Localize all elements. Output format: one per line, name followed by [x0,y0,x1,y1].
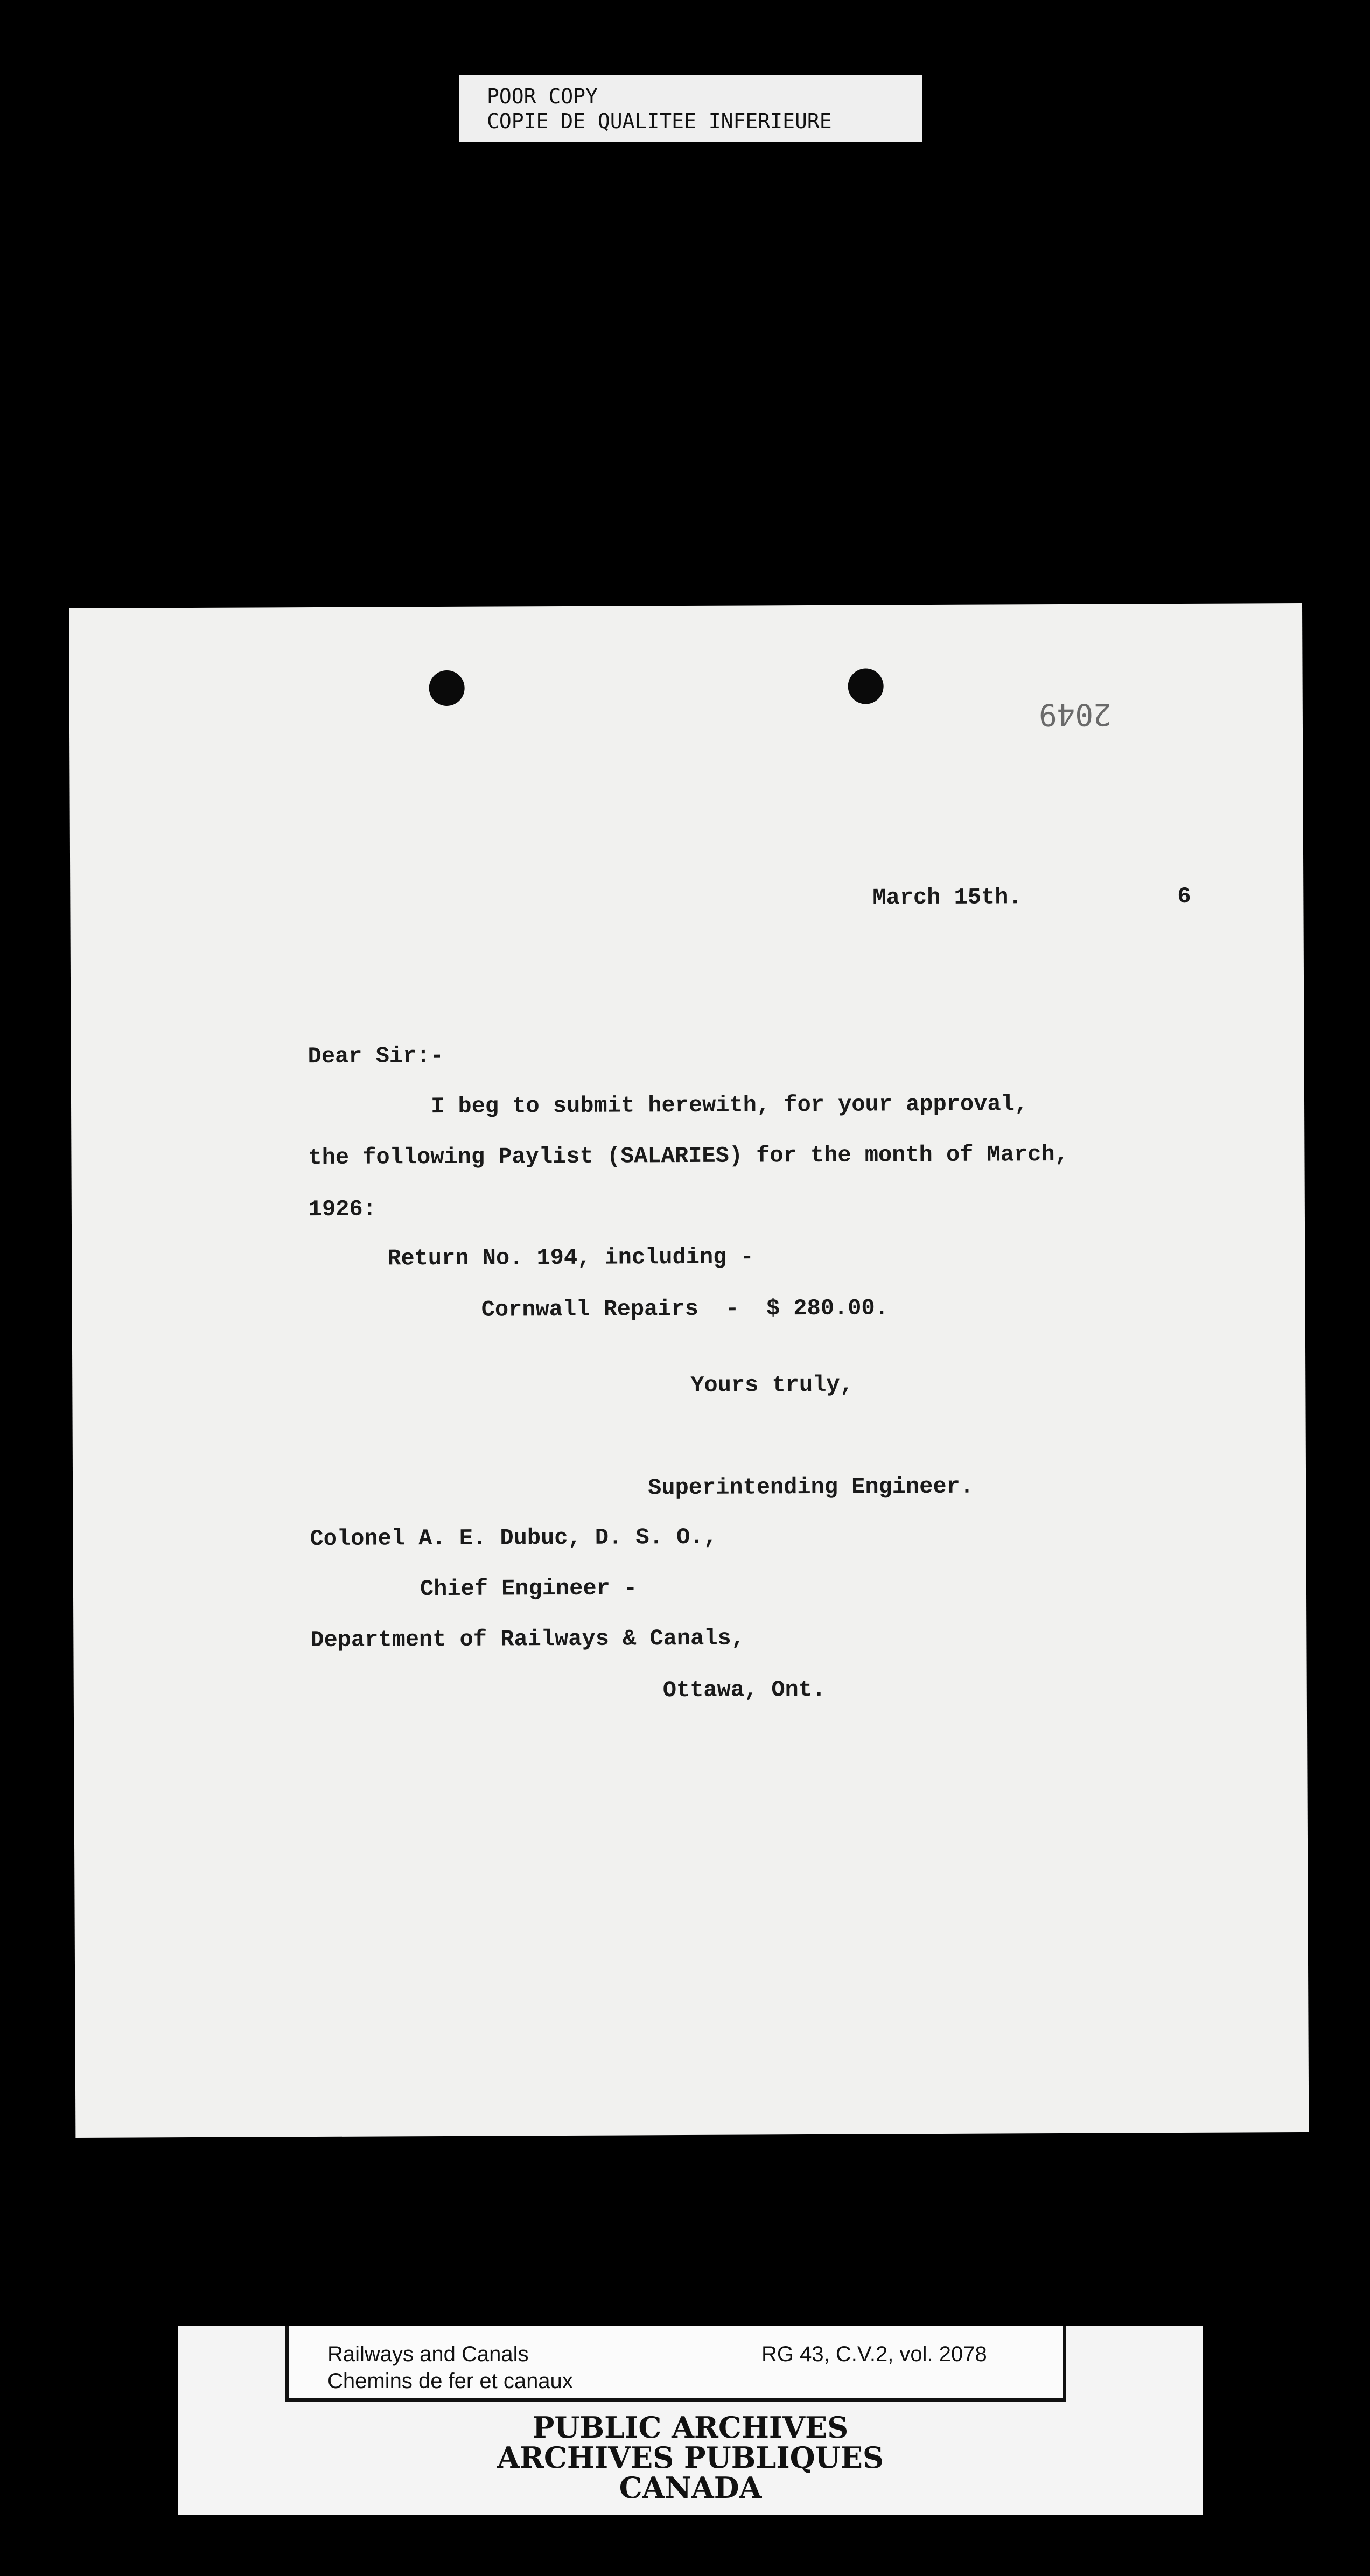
punch-hole-left [429,670,465,706]
return-line: Return No. 194, including - [387,1244,754,1272]
letter-page [69,603,1309,2138]
repairs-line: Cornwall Repairs - $ 280.00. [481,1295,889,1323]
fonds-name-fr: Chemins de fer et canaux [327,2369,573,2393]
letter-date: March 15th. [872,884,1022,911]
page-number: 6 [1177,883,1191,910]
archives-name-fr: ARCHIVES PUBLIQUES [497,2440,884,2475]
poor-copy-line-en: POOR COPY [487,85,598,108]
fonds-band [285,2326,1066,2402]
addressee-city: Ottawa, Ont. [662,1676,826,1704]
archive-reference: RG 43, C.V.2, vol. 2078 [761,2342,987,2366]
addressee-name: Colonel A. E. Dubuc, D. S. O., [310,1524,717,1552]
poor-copy-stamp [459,75,922,142]
archives-name-en: PUBLIC ARCHIVES [532,2410,849,2445]
addressee-department: Department of Railways & Canals, [310,1625,745,1654]
signature-title: Superintending Engineer. [648,1473,974,1501]
body-line-1: I beg to submit herewith, for your approval, [430,1091,1029,1120]
punch-hole-right [848,668,884,704]
addressee-title: Chief Engineer - [420,1575,638,1602]
salutation: Dear Sir:- [307,1042,444,1070]
archive-label [178,2326,1203,2515]
fonds-name-en: Railways and Canals [327,2342,529,2366]
document-number: 2049 [1038,696,1112,732]
body-line-3: 1926: [308,1196,377,1223]
archives-country: CANADA [619,2470,762,2505]
body-line-2: the following Paylist (SALARIES) for the month of March, [308,1141,1068,1171]
poor-copy-line-fr: COPIE DE QUALITEE INFERIEURE [487,109,832,133]
archives-name [178,2412,1203,2503]
closing: Yours truly, [690,1371,854,1398]
